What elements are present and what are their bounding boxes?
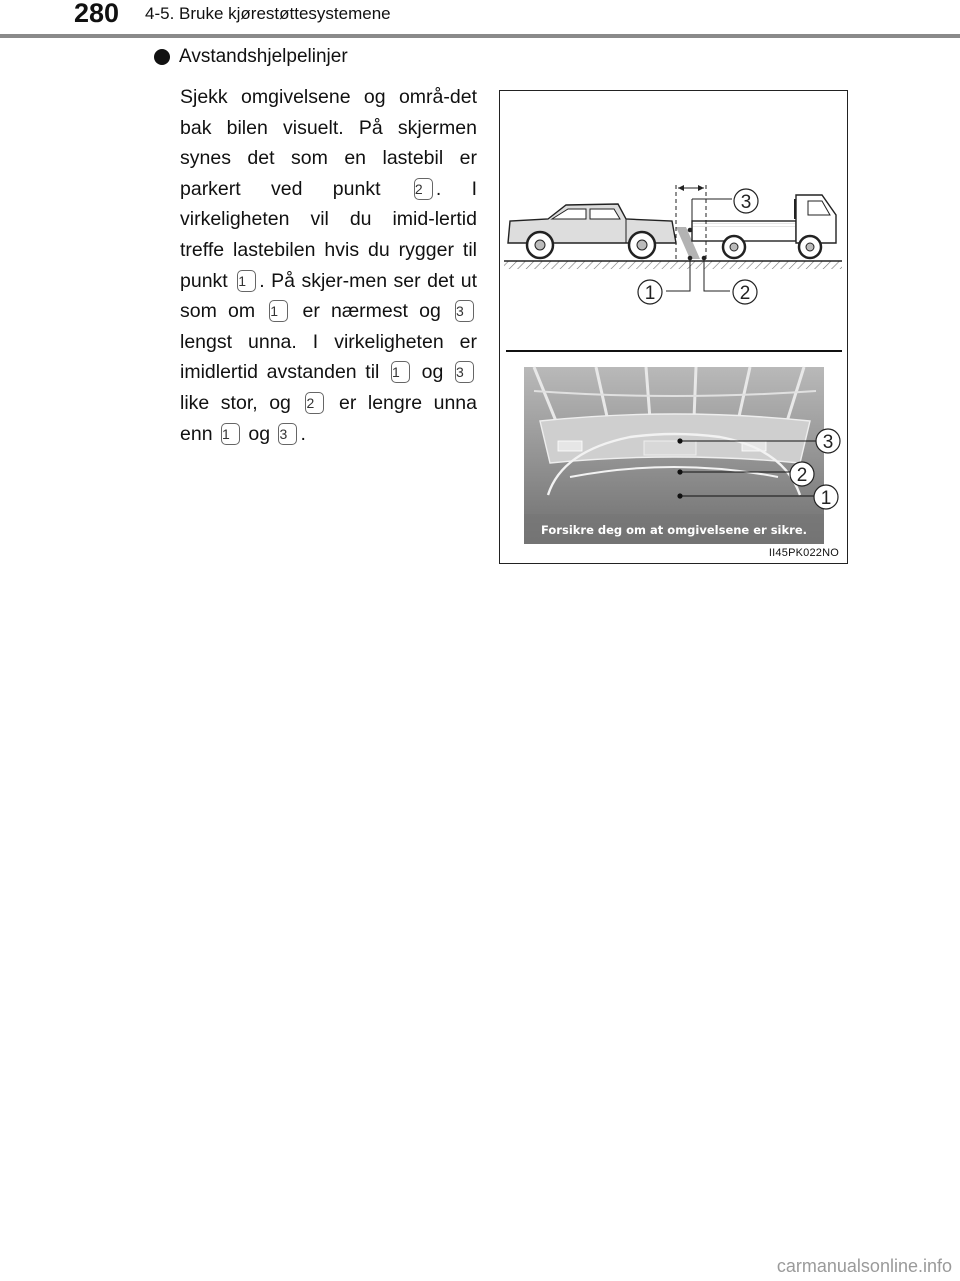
screen-callout-1 <box>814 485 838 509</box>
ground-hatch <box>504 261 842 269</box>
bullet-dot-icon <box>154 49 170 65</box>
paragraph-segment: . I virkeligheten vil du imid-lertid treffe lastebilen hvis du rygger til punkt <box>180 177 477 292</box>
paragraph-segment: og <box>413 361 453 384</box>
marker-2: 2 <box>414 178 433 200</box>
marker-1: 1 <box>237 270 256 292</box>
page-number: 280 <box>74 0 120 28</box>
svg-text:3: 3 <box>822 432 834 453</box>
pickup-truck-icon <box>508 204 676 258</box>
paragraph-segment: er lengre unna enn <box>180 391 477 445</box>
paragraph-segment: er nærmest og <box>291 300 452 323</box>
screen-message: Forsikre deg om at omgivelsene er sikre. <box>541 523 807 537</box>
marker-3: 3 <box>455 361 474 383</box>
marker-2: 2 <box>305 392 324 414</box>
callout-3 <box>734 189 758 213</box>
header-rule <box>0 34 960 38</box>
bullet-heading <box>154 46 348 68</box>
paragraph-segment: like stor, og <box>180 391 303 414</box>
marker-1: 1 <box>269 300 288 322</box>
svg-text:2: 2 <box>796 465 808 486</box>
paragraph-segment: . På skjer-men ser det ut som om <box>180 269 477 323</box>
svg-text:2: 2 <box>739 283 751 304</box>
figure-id: II45PK022NO <box>768 547 839 559</box>
screen-callout-2 <box>790 462 814 486</box>
marker-1: 1 <box>221 423 240 445</box>
svg-text:1: 1 <box>644 283 656 304</box>
callout-1 <box>638 280 662 304</box>
arrow-head-left <box>678 185 684 191</box>
side-view-scene <box>504 185 842 304</box>
illustration-svg <box>500 91 846 562</box>
callout-2 <box>733 280 757 304</box>
lorry-icon <box>692 195 836 258</box>
paragraph-segment: lengst unna. I virkeligheten er imidlertid avstanden til <box>180 330 477 384</box>
camera-screen-view <box>524 367 840 544</box>
marker-1: 1 <box>391 361 410 383</box>
page-header <box>0 0 960 40</box>
paragraph-segment: . <box>300 422 306 445</box>
section-title: 4-5. Bruke kjørestøttesystemene <box>145 4 391 23</box>
arrow-head-right <box>698 185 704 191</box>
svg-text:1: 1 <box>820 488 832 509</box>
marker-3: 3 <box>278 423 297 445</box>
screen-callout-3 <box>816 429 840 453</box>
illustration-figure <box>499 90 848 564</box>
footer-watermark: carmanualsonline.info <box>776 1256 952 1276</box>
paragraph-segment: Sjekk omgivelsene og områ-det bak bilen visuelt. På skjermen synes det som en lastebil er parkert ved punkt <box>180 86 477 200</box>
paragraph-segment: og <box>242 422 276 445</box>
explanation-paragraph <box>180 82 477 449</box>
marker-3: 3 <box>455 300 474 322</box>
heading-text: Avstandshjelpelinjer <box>179 46 348 67</box>
svg-text:3: 3 <box>740 192 752 213</box>
